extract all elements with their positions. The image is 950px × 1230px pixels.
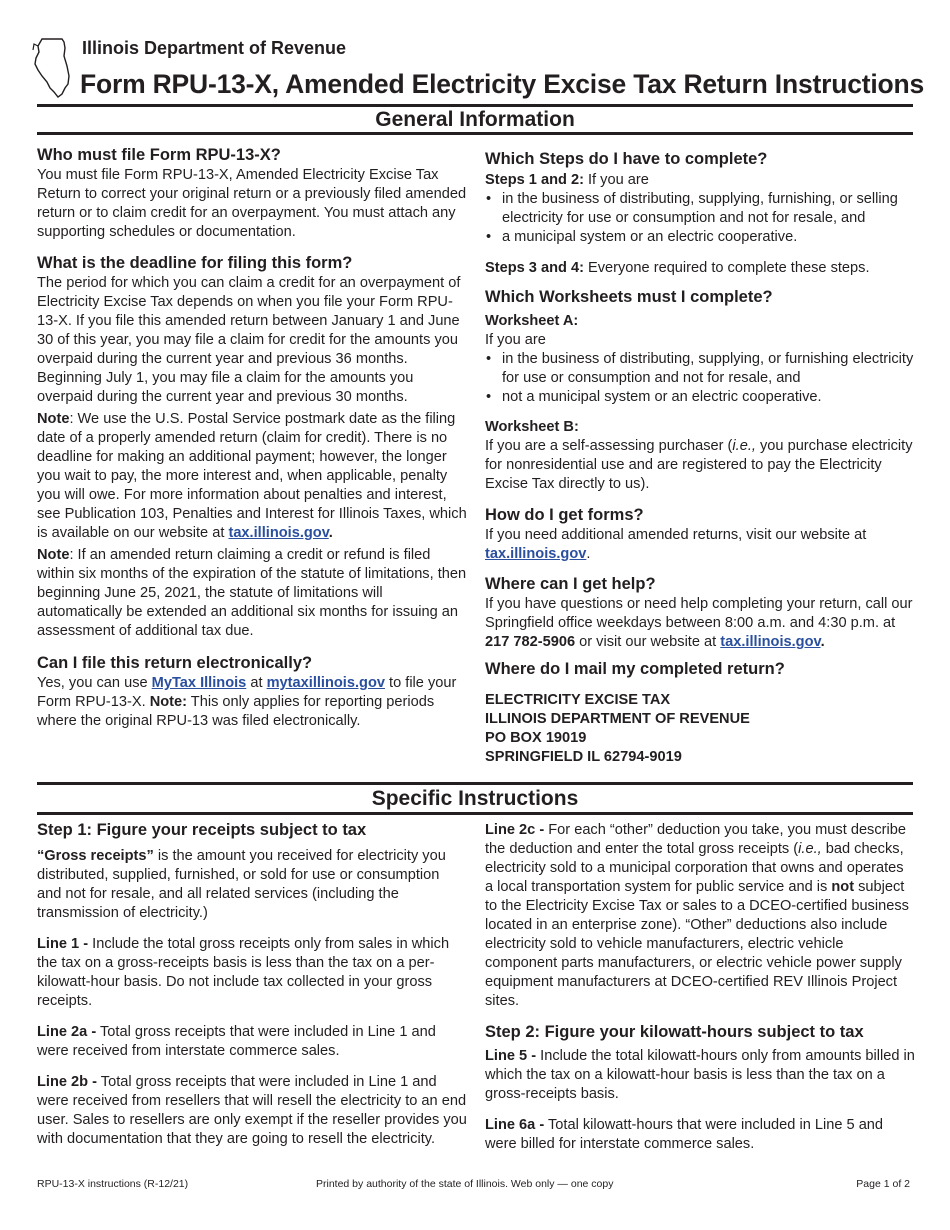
line1-text: Line 1 - Include the total gross receipts only from sales in which the tax on a gross-receipts basis is less than the tax on a per-kilowatt-hour basis. Do not include tax collected in your gross receipts. xyxy=(37,936,450,1009)
specific-right-column xyxy=(485,821,915,1154)
worksheet-a-intro: If you are xyxy=(485,332,546,348)
mailing-address xyxy=(485,691,915,767)
worksheets-heading: Which Worksheets must I complete? xyxy=(485,288,773,306)
specific-left-column xyxy=(37,820,467,1149)
list-item: • in the business of distributing, supplying, or furnishing electricity for use or consumption and not for resale, and xyxy=(485,350,915,388)
deadline-text: The period for which you can claim a credit for an overpayment of Electricity Excise Tax depends on when you file your Form RPU-13-X. If you file this amended return between January 1 and June 30 of this year, you may file a claim for credit for the amounts you overpaid during the current year and previous 36 months. Beginning July 1, you may file a claim for the amounts you overpaid during the current year and previous 30 months. xyxy=(37,275,461,405)
who-text: You must file Form RPU-13-X, Amended Electricity Excise Tax Return to correct your original return or a previously filed amended return or to claim credit for an overpayment. You must attach any supporting schedules or documentation. xyxy=(37,167,467,240)
step2-heading: Step 2: Figure your kilowatt-hours subject to tax xyxy=(485,1023,864,1041)
worksheet-b-label: Worksheet B: xyxy=(485,419,579,435)
agency-name: Illinois Department of Revenue xyxy=(82,38,347,58)
deadline-note-1: Note: We use the U.S. Postal Service postmark date as the filing date of a properly amended return (claim for credit). There is no deadline for making an additional payment; however, the longer you wait to pay, the more interest and, when applicable, penalty you will owe. For more information about penalties and interest, see Publication 103, Penalties and Interest for Illinois Taxes, which is available on our website at tax.illinois.gov. xyxy=(37,411,467,541)
line5-text: Line 5 - Include the total kilowatt-hours only from amounts billed in which the tax on a kilowatt-hour basis is less than the tax on a gross-receipts basis. xyxy=(485,1048,915,1102)
mytaxillinois-link[interactable]: mytaxillinois.gov xyxy=(266,675,385,691)
section-title-specific: Specific Instructions xyxy=(371,787,579,810)
footer-page-number: Page 1 of 2 xyxy=(856,1178,910,1190)
website-link[interactable]: tax.illinois.gov xyxy=(485,546,587,562)
form-title: Form RPU-13-X, Amended Electricity Excise Tax Return Instructions xyxy=(80,69,925,99)
section-rule-general xyxy=(37,132,913,135)
deadline-note-2: Note: If an amended return claiming a credit or refund is filed within six months of the expiration of the statute of limitations, then beginning June 25, 2021, the statute of limitations will automatically be extended an additional six months for issuing an assessment of additional tax due. xyxy=(37,547,467,639)
page-header xyxy=(32,34,925,104)
steps-3-4: Steps 3 and 4: Everyone required to complete these steps. xyxy=(485,260,870,276)
mytax-link[interactable]: MyTax Illinois xyxy=(151,675,247,691)
line6a-text: Line 6a - Total kilowatt-hours that were included in Line 5 and were billed for interstate commerce sales. xyxy=(485,1117,884,1152)
worksheet-a-list xyxy=(485,350,915,407)
worksheet-a-label: Worksheet A: xyxy=(485,313,579,329)
section-rule-specific-top xyxy=(37,782,913,785)
line2b-text: Line 2b - Total gross receipts that were included in Line 1 and were received from resellers that will resell the electricity to an end user. Sales to resellers are only exempt if the reseller provides you with documentation that they are going to resell the electricity. xyxy=(37,1074,467,1147)
address-line: SPRINGFIELD IL 62794-9019 xyxy=(485,749,682,765)
illinois-state-outline-icon xyxy=(32,36,74,98)
electronic-text: Yes, you can use MyTax Illinois at mytaxillinois.gov to file your Form RPU-13-X. Note: This only applies for reporting periods where the original RPU-13 was filed electronically. xyxy=(37,675,457,729)
steps-bullet-list xyxy=(485,190,915,247)
section-rule-specific xyxy=(37,812,913,815)
section-title-general: General Information xyxy=(375,108,575,131)
forms-heading: How do I get forms? xyxy=(485,506,644,524)
address-line: ELECTRICITY EXCISE TAX xyxy=(485,692,671,708)
header-rule xyxy=(37,104,913,107)
footer-printed-by: Printed by authority of the state of Illinois. Web only — one copy xyxy=(316,1178,614,1190)
line2a-text: Line 2a - Total gross receipts that were included in Line 1 and were received from interstate commerce sales. xyxy=(37,1024,436,1059)
deadline-heading: What is the deadline for filing this form? xyxy=(37,254,353,272)
electronic-heading: Can I file this return electronically? xyxy=(37,654,313,672)
list-item: • not a municipal system or an electric cooperative. xyxy=(485,388,915,407)
steps-heading: Which Steps do I have to complete? xyxy=(485,150,768,168)
help-heading: Where can I get help? xyxy=(485,575,656,593)
address-line: PO BOX 19019 xyxy=(485,730,587,746)
step1-heading: Step 1: Figure your receipts subject to tax xyxy=(37,821,367,839)
mail-heading: Where do I mail my completed return? xyxy=(485,660,785,678)
website-link[interactable]: tax.illinois.gov xyxy=(228,525,329,541)
footer-form-id: RPU-13-X instructions (R-12/21) xyxy=(37,1178,189,1190)
general-left-column xyxy=(37,145,467,731)
website-link[interactable]: tax.illinois.gov xyxy=(720,634,821,650)
list-item: • in the business of distributing, supplying, furnishing, or selling electricity for use or consumption and not for resale, and xyxy=(485,190,915,228)
gross-receipts-text: “Gross receipts” is the amount you received for electricity you distributed, supplied, furnished, or sold for use or consumption and not for resale, and all related services (including the transmission of electricity.) xyxy=(37,848,446,921)
who-heading: Who must file Form RPU-13-X? xyxy=(37,146,281,164)
phone-number: 217 782-5906 xyxy=(485,634,576,650)
line2c-text: Line 2c - For each “other” deduction you take, you must describe the deduction and enter the total gross receipts (i.e., bad checks, electricity sold to a municipal corporation that owns and operates a local transportation system for public service and is not subject to the Electricity Excise Tax or sales to a DCEO-certified business located in an enterprise zone). “Other” deductions also include electricity sold to vehicle manufacturers, electric vehicle component parts manufacturers, or electric vehicle power supply equipment manufacturers at DCEO-certified REV Illinois Project sites. xyxy=(485,822,909,1009)
forms-text: If you need additional amended returns, visit our website at tax.illinois.gov. xyxy=(485,527,867,562)
steps-1-2: Steps 1 and 2: If you are xyxy=(485,172,649,188)
worksheet-b-text: If you are a self-assessing purchaser (i.e., you purchase electricity for nonresidential use and are registered to pay the Electricity Excise Tax directly to us). xyxy=(485,438,913,492)
address-line: ILLINOIS DEPARTMENT OF REVENUE xyxy=(485,711,750,727)
general-right-column xyxy=(485,149,915,767)
list-item: • a municipal system or an electric cooperative. xyxy=(485,228,915,247)
help-text: If you have questions or need help completing your return, call our Springfield office weekdays between 8:00 a.m. and 4:30 p.m. at 217 782-5906 or visit our website at tax.illinois.gov. xyxy=(485,596,913,650)
